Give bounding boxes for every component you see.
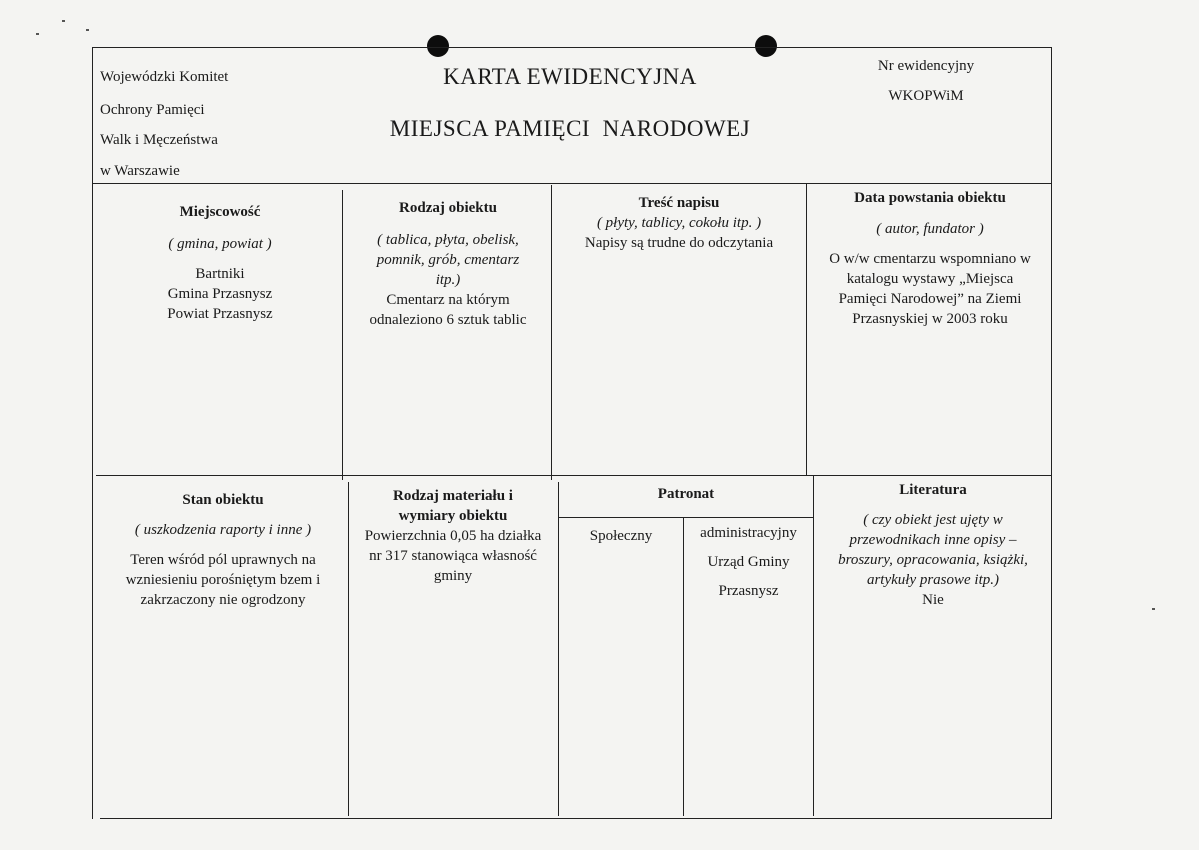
literature-value: Nie [922, 592, 944, 608]
literature-hint: przewodnikach inne opisy – [849, 532, 1017, 548]
scan-speck [86, 29, 89, 31]
cell-material [350, 486, 556, 586]
column-divider [558, 482, 559, 816]
object-type-hint: ( tablica, płyta, obelisk, [377, 232, 519, 248]
cell-inscription [554, 193, 804, 253]
condition-heading: Stan obiektu [182, 492, 264, 508]
inscription-hint: ( płyty, tablicy, cokołu itp. ) [596, 215, 762, 231]
patronage-heading-text: Patronat [657, 486, 715, 502]
patronage-separator [558, 517, 813, 518]
date-heading: Data powstania obiektu [854, 190, 1006, 206]
cell-object-type [346, 198, 550, 330]
cell-place [100, 202, 340, 324]
place-value: Powiat Przasnysz [167, 306, 273, 322]
form-border-bottom [100, 818, 1052, 819]
form-title-line1: KARTA EWIDENCYJNA [443, 64, 697, 89]
literature-heading: Literatura [899, 482, 967, 498]
place-hint: ( gmina, powiat ) [168, 236, 272, 252]
place-value: Gmina Przasnysz [167, 286, 273, 302]
object-type-value: odnaleziono 6 sztuk tablic [369, 312, 527, 328]
form-border-top [92, 47, 1052, 48]
form-title-line2: MIEJSCA PAMIĘCI NARODOWEJ [389, 116, 751, 141]
date-value: katalogu wystawy „Miejsca [846, 271, 1014, 287]
institution-line: Wojewódzki Komitet [100, 69, 229, 85]
record-number-value: WKOPWiM [888, 88, 964, 104]
institution-name [100, 67, 228, 181]
material-value: Powierzchnia 0,05 ha działka [364, 528, 542, 544]
column-divider [551, 185, 552, 480]
form-border-right [1051, 47, 1052, 819]
material-value: gminy [433, 568, 473, 584]
column-divider [806, 183, 807, 475]
patronage-admin-heading: administracyjny [700, 525, 797, 541]
column-divider [813, 475, 814, 816]
header-separator [92, 183, 1052, 184]
material-heading: Rodzaj materiału i [393, 488, 513, 504]
patronage-admin-value: Urząd Gminy [707, 554, 790, 570]
column-divider [342, 190, 343, 480]
punch-hole-left [427, 35, 449, 57]
date-value: Pamięci Narodowej” na Ziemi [838, 291, 1022, 307]
object-type-value: Cmentarz na którym [386, 292, 510, 308]
punch-hole-right [755, 35, 777, 57]
place-heading: Miejscowość [179, 204, 261, 220]
row-separator [96, 475, 1052, 476]
date-value: O w/w cmentarzu wspomniano w [829, 251, 1031, 267]
literature-hint: artykuły prasowe itp.) [866, 572, 1000, 588]
date-hint: ( autor, fundator ) [876, 221, 984, 237]
patronage-admin-value: Przasnysz [718, 583, 779, 599]
patronage-heading [560, 484, 812, 504]
material-heading: wymiary obiektu [398, 508, 508, 524]
cell-date [810, 188, 1050, 329]
inscription-value: Napisy są trudne do odczytania [584, 235, 774, 251]
date-value: Przasnyskiej w 2003 roku [852, 311, 1008, 327]
institution-line: Walk i Męczeństwa [100, 132, 218, 148]
cell-condition [100, 490, 346, 610]
object-type-hint: pomnik, grób, cmentarz [376, 252, 520, 268]
form-border-left [92, 47, 93, 819]
literature-hint: broszury, opracowania, książki, [838, 552, 1028, 568]
place-value: Bartniki [195, 266, 245, 282]
patronage-divider [683, 517, 684, 816]
institution-line: Ochrony Pamięci [100, 102, 205, 118]
record-number-label: Nr ewidencyjny [877, 58, 975, 74]
cell-literature [816, 480, 1050, 610]
scan-speck [1152, 608, 1155, 610]
institution-line: w Warszawie [100, 163, 180, 179]
condition-value: wzniesieniu porośniętym bzem i [125, 572, 321, 588]
scan-speck [62, 20, 65, 22]
condition-value: zakrzaczony nie ogrodzony [140, 592, 306, 608]
object-type-heading: Rodzaj obiektu [399, 200, 497, 216]
object-type-hint: itp.) [435, 272, 461, 288]
column-divider [348, 482, 349, 816]
condition-hint: ( uszkodzenia raporty i inne ) [134, 522, 312, 538]
literature-hint: ( czy obiekt jest ujęty w [863, 512, 1003, 528]
scan-speck [36, 33, 39, 35]
condition-value: Teren wśród pól uprawnych na [130, 552, 316, 568]
inscription-heading: Treść napisu [638, 195, 720, 211]
patronage-social: Społeczny [589, 528, 653, 544]
patronage-admin [685, 523, 812, 601]
material-value: nr 317 stanowiąca własność [369, 548, 537, 564]
